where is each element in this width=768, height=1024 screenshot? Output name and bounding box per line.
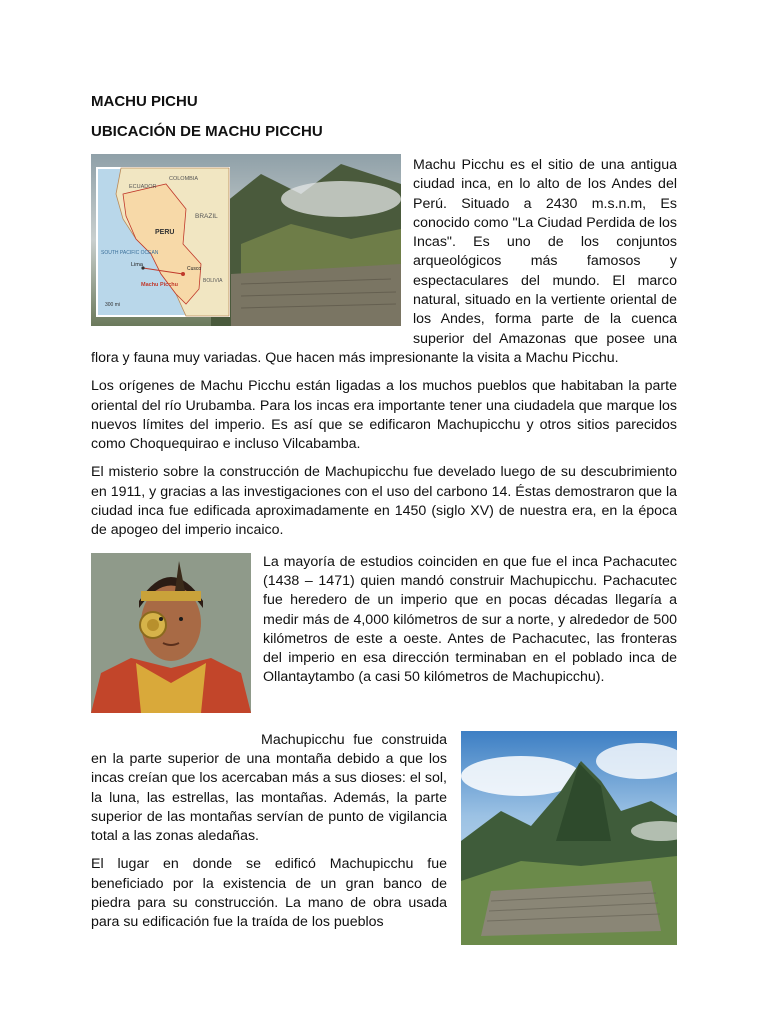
- map-label-lima: Lima: [131, 262, 143, 268]
- paragraph-4: [91, 553, 677, 717]
- paragraph-1-text: Machu Picchu es el sitio de una antigua ciudad inca, en lo alto de los Andes del Perú. Situado a 2430 m.s.n.m, Es conocido como "La Ciudad Perdida de los Incas". Es uno de los conjuntos arqueológicos más famosos y espectaculares del mundo. El marco natural, situado en la vertiente oriental de los Andes, forma parte de la cuenca superior del Amazonas que posee una flora y fauna muy variadas. Que hacen más impresionante la visita a Machu Picchu.: [91, 157, 677, 366]
- machu-picchu-map-image: [91, 154, 401, 326]
- document-page: [91, 92, 677, 958]
- paragraph-4-text: La mayoría de estudios coinciden en que fue el inca Pachacutec (1438 – 1471) quien mandó construir Machupicchu. Pachacutec fue heredero de un imperio que en pocas décadas llegaría a medir más de 4,000 kilómetros de sur a norte, y alrededor de 500 kilómetros de este a oeste. Antes de Pachacutec, las fronteras del imperio en esa dirección terminaban en el poblado inca de Ollantaytambo (a casi 50 kilómetros de Machupicchu).: [263, 553, 677, 686]
- map-label-bolivia: BOLIVIA: [203, 278, 223, 284]
- section-heading: UBICACIÓN DE MACHU PICCHU: [91, 123, 323, 140]
- paragraph-5: [91, 731, 677, 949]
- map-label-colombia: COLOMBIA: [169, 176, 199, 182]
- machu-picchu-photo-figure: [461, 731, 677, 945]
- paragraph-2: Los orígenes de Machu Picchu están ligadas a los muchos pueblos que habitaban la parte oriental del río Urubamba. Para los incas era importante tener una ciudadela que marque los nuevos límites del imperio. Es así que se edificaron Machupicchu y otros sitios parecidos como Choquequirao e incluso Vilcabamba.: [91, 378, 677, 453]
- map-label-scale: 300 mi: [105, 302, 121, 308]
- map-label-brazil: BRAZIL: [195, 213, 218, 220]
- map-photo-figure: [91, 154, 401, 326]
- paragraph-5-text: Machupicchu fue construida en la parte superior de una montaña debido a que los incas creían que los acercaban más a sus dioses: el sol, la luna, las estrellas, las montañas. Además, la parte superior de las montañas servían de punto de vigilancia total a las zonas aledañas.: [91, 731, 447, 845]
- map-label-cusco: Cusco: [187, 266, 202, 272]
- map-label-ocean: SOUTH PACIFIC OCEAN: [101, 250, 159, 256]
- pachacutec-portrait-image: [91, 553, 251, 713]
- machu-picchu-photo-image: [461, 731, 677, 945]
- paragraph-6: El lugar en donde se edificó Machupicchu fue beneficiado por la existencia de un gran banco de piedra para su construcción. La mano de obra usada para su edificación fue la traída de los pueblos: [91, 856, 447, 931]
- pachacutec-portrait-figure: [91, 553, 251, 713]
- map-label-ecuador: ECUADOR: [129, 184, 157, 190]
- map-label-machu-picchu: Machu Picchu: [141, 282, 178, 288]
- document-title: MACHU PICHU: [91, 93, 198, 110]
- paragraph-1: [91, 156, 677, 368]
- map-label-peru: PERU: [155, 229, 175, 236]
- paragraph-3: El misterio sobre la construcción de Machupicchu fue develado luego de su descubrimiento en 1911, y gracias a las investigaciones con el uso del carbono 14. Éstas demostraron que la ciudad inca fue edificada aproximadamente en 1450 (siglo XV) de nuestra era, en la época de apogeo del imperio incaico.: [91, 464, 677, 539]
